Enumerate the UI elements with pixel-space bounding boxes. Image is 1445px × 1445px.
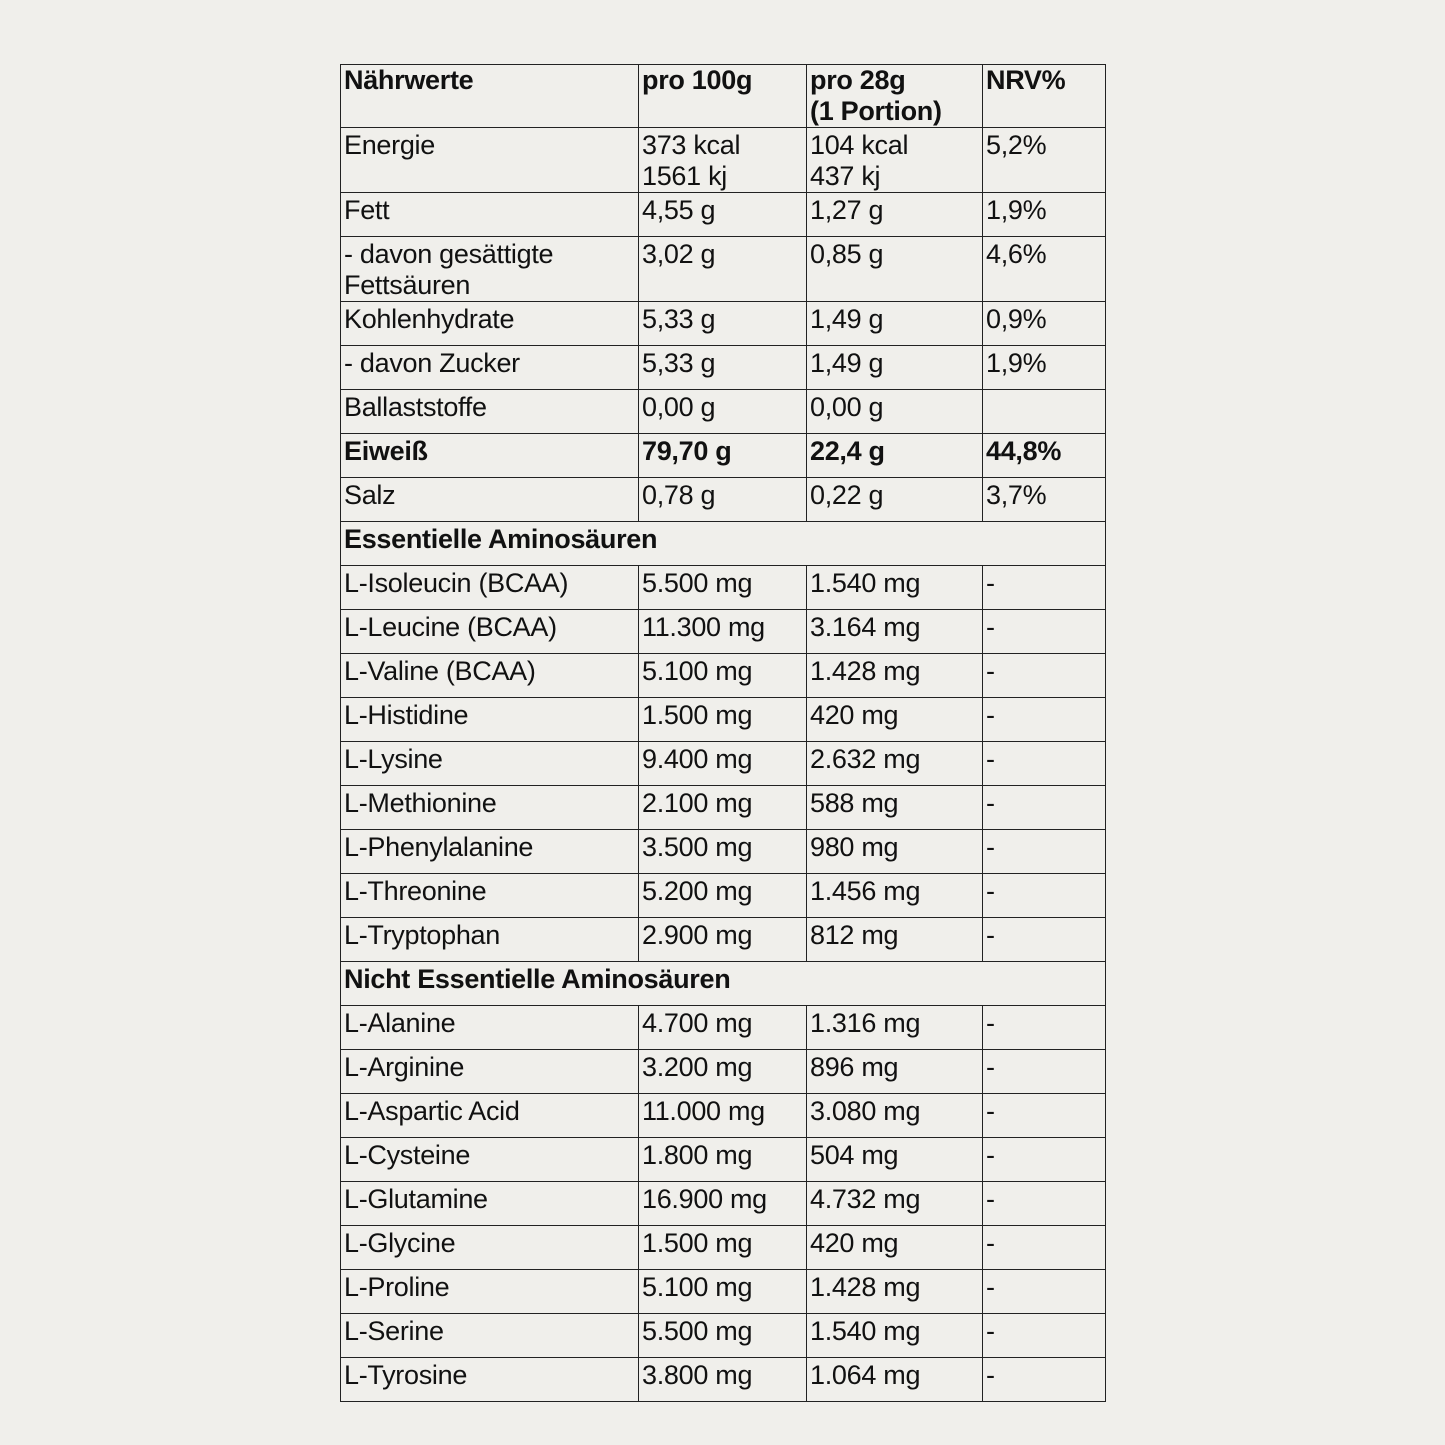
cell-per-100g: 5,33 g [639, 302, 807, 346]
cell-per-100g: 16.900 mg [639, 1182, 807, 1226]
energy-kj: 1561 kj [642, 161, 727, 191]
row-label: - davon Zucker [341, 346, 639, 390]
cell-per-portion: 4.732 mg [807, 1182, 983, 1226]
cell-nrv [983, 390, 1106, 434]
cell-per-portion: 1.428 mg [807, 1270, 983, 1314]
cell-per-100g: 4.700 mg [639, 1006, 807, 1050]
row-label: Kohlenhydrate [341, 302, 639, 346]
table-row [341, 786, 1106, 830]
header-nrv: NRV% [983, 65, 1106, 128]
cell-per-100g: 5.500 mg [639, 1314, 807, 1358]
header-per-portion-line1: pro 28g [810, 65, 906, 95]
cell-per-100g: 0,00 g [639, 390, 807, 434]
cell-nrv: - [983, 566, 1106, 610]
cell-nrv: - [983, 874, 1106, 918]
cell-per-100g: 1.500 mg [639, 698, 807, 742]
cell-per-portion: 1,27 g [807, 193, 983, 237]
table-row [341, 478, 1106, 522]
table-row [341, 1094, 1106, 1138]
cell-per-100g: 1.800 mg [639, 1138, 807, 1182]
nutrition-table [340, 64, 1106, 1402]
row-label: L-Histidine [341, 698, 639, 742]
row-label: L-Valine (BCAA) [341, 654, 639, 698]
table-row [341, 874, 1106, 918]
row-label: L-Serine [341, 1314, 639, 1358]
cell-nrv: 44,8% [983, 434, 1106, 478]
table-row [341, 918, 1106, 962]
header-row [341, 65, 1106, 128]
cell-per-portion: 1.540 mg [807, 1314, 983, 1358]
section-row-essential [341, 522, 1106, 566]
cell-per-portion: 1.456 mg [807, 874, 983, 918]
cell-nrv: - [983, 786, 1106, 830]
cell-per-100g: 5,33 g [639, 346, 807, 390]
table-row [341, 1182, 1106, 1226]
cell-nrv: - [983, 1006, 1106, 1050]
cell-per-100g: 3,02 g [639, 237, 807, 302]
cell-per-100g: 5.200 mg [639, 874, 807, 918]
table-row-energie [341, 128, 1106, 193]
cell-nrv: - [983, 1182, 1106, 1226]
cell-per-portion: 1,49 g [807, 302, 983, 346]
table-row [341, 302, 1106, 346]
cell-per-100g: 0,78 g [639, 478, 807, 522]
cell-nrv: - [983, 1358, 1106, 1402]
cell-per-portion: 420 mg [807, 698, 983, 742]
row-label: L-Alanine [341, 1006, 639, 1050]
table-row [341, 193, 1106, 237]
cell-per-portion: 980 mg [807, 830, 983, 874]
section-title: Nicht Essentielle Aminosäuren [341, 962, 1106, 1006]
row-label: Eiweiß [341, 434, 639, 478]
cell-per-100g: 1.500 mg [639, 1226, 807, 1270]
row-label: Energie [341, 128, 639, 193]
cell-nrv: - [983, 654, 1106, 698]
cell-nrv: 5,2% [983, 128, 1106, 193]
table-row [341, 237, 1106, 302]
cell-nrv: 3,7% [983, 478, 1106, 522]
cell-nrv: - [983, 1314, 1106, 1358]
energy-kj: 437 kj [810, 161, 881, 191]
cell-per-portion [807, 128, 983, 193]
cell-per-100g: 5.100 mg [639, 1270, 807, 1314]
table-row [341, 1138, 1106, 1182]
row-label: L-Proline [341, 1270, 639, 1314]
cell-per-portion: 3.164 mg [807, 610, 983, 654]
header-per-100g: pro 100g [639, 65, 807, 128]
cell-per-portion: 420 mg [807, 1226, 983, 1270]
cell-per-100g: 3.500 mg [639, 830, 807, 874]
table-row [341, 1358, 1106, 1402]
row-label: L-Leucine (BCAA) [341, 610, 639, 654]
row-label: - davon gesättigte Fettsäuren [341, 237, 639, 302]
cell-per-portion: 2.632 mg [807, 742, 983, 786]
cell-nrv: - [983, 698, 1106, 742]
cell-per-portion: 1,49 g [807, 346, 983, 390]
cell-per-portion: 0,00 g [807, 390, 983, 434]
cell-nrv: - [983, 610, 1106, 654]
cell-per-100g: 4,55 g [639, 193, 807, 237]
cell-per-100g: 5.100 mg [639, 654, 807, 698]
cell-nrv: - [983, 742, 1106, 786]
cell-per-100g: 3.800 mg [639, 1358, 807, 1402]
cell-per-portion: 0,85 g [807, 237, 983, 302]
row-label: L-Tryptophan [341, 918, 639, 962]
table-row [341, 1050, 1106, 1094]
header-nutrient: Nährwerte [341, 65, 639, 128]
energy-kcal: 373 kcal [642, 130, 741, 160]
cell-per-portion: 3.080 mg [807, 1094, 983, 1138]
table-row [341, 830, 1106, 874]
cell-per-portion: 1.064 mg [807, 1358, 983, 1402]
cell-per-100g: 2.100 mg [639, 786, 807, 830]
table-row [341, 566, 1106, 610]
cell-nrv: - [983, 1050, 1106, 1094]
cell-per-portion: 588 mg [807, 786, 983, 830]
cell-per-100g: 9.400 mg [639, 742, 807, 786]
section-row-nonessential [341, 962, 1106, 1006]
cell-nrv: - [983, 1094, 1106, 1138]
row-label: L-Lysine [341, 742, 639, 786]
table-row [341, 698, 1106, 742]
row-label: L-Aspartic Acid [341, 1094, 639, 1138]
table-row [341, 610, 1106, 654]
table-row [341, 654, 1106, 698]
table-row-protein [341, 434, 1106, 478]
row-label: Fett [341, 193, 639, 237]
cell-nrv: 1,9% [983, 193, 1106, 237]
table-row [341, 1226, 1106, 1270]
cell-nrv: 0,9% [983, 302, 1106, 346]
row-label: L-Isoleucin (BCAA) [341, 566, 639, 610]
cell-nrv: - [983, 918, 1106, 962]
cell-per-portion: 504 mg [807, 1138, 983, 1182]
cell-nrv: - [983, 1270, 1106, 1314]
cell-per-portion: 1.428 mg [807, 654, 983, 698]
cell-nrv: - [983, 830, 1106, 874]
cell-per-portion: 22,4 g [807, 434, 983, 478]
table-row [341, 390, 1106, 434]
cell-per-100g [639, 128, 807, 193]
cell-nrv: - [983, 1226, 1106, 1270]
cell-per-100g: 5.500 mg [639, 566, 807, 610]
table-row [341, 1314, 1106, 1358]
cell-per-portion: 0,22 g [807, 478, 983, 522]
header-per-portion-line2: (1 Portion) [810, 96, 942, 126]
row-label: L-Phenylalanine [341, 830, 639, 874]
row-label: L-Glutamine [341, 1182, 639, 1226]
cell-per-100g: 3.200 mg [639, 1050, 807, 1094]
row-label: L-Cysteine [341, 1138, 639, 1182]
row-label: L-Methionine [341, 786, 639, 830]
cell-nrv: 4,6% [983, 237, 1106, 302]
row-label: L-Glycine [341, 1226, 639, 1270]
cell-per-portion: 896 mg [807, 1050, 983, 1094]
row-label: L-Arginine [341, 1050, 639, 1094]
row-label: Ballaststoffe [341, 390, 639, 434]
cell-per-portion: 1.316 mg [807, 1006, 983, 1050]
cell-per-portion: 1.540 mg [807, 566, 983, 610]
table-row [341, 1006, 1106, 1050]
table-row [341, 1270, 1106, 1314]
row-label: Salz [341, 478, 639, 522]
cell-per-100g: 79,70 g [639, 434, 807, 478]
cell-per-100g: 11.300 mg [639, 610, 807, 654]
cell-nrv: 1,9% [983, 346, 1106, 390]
cell-per-100g: 11.000 mg [639, 1094, 807, 1138]
cell-nrv: - [983, 1138, 1106, 1182]
cell-per-100g: 2.900 mg [639, 918, 807, 962]
table-row [341, 346, 1106, 390]
row-label: L-Tyrosine [341, 1358, 639, 1402]
row-label: L-Threonine [341, 874, 639, 918]
cell-per-portion: 812 mg [807, 918, 983, 962]
header-per-portion [807, 65, 983, 128]
energy-kcal: 104 kcal [810, 130, 909, 160]
table-row [341, 742, 1106, 786]
section-title: Essentielle Aminosäuren [341, 522, 1106, 566]
